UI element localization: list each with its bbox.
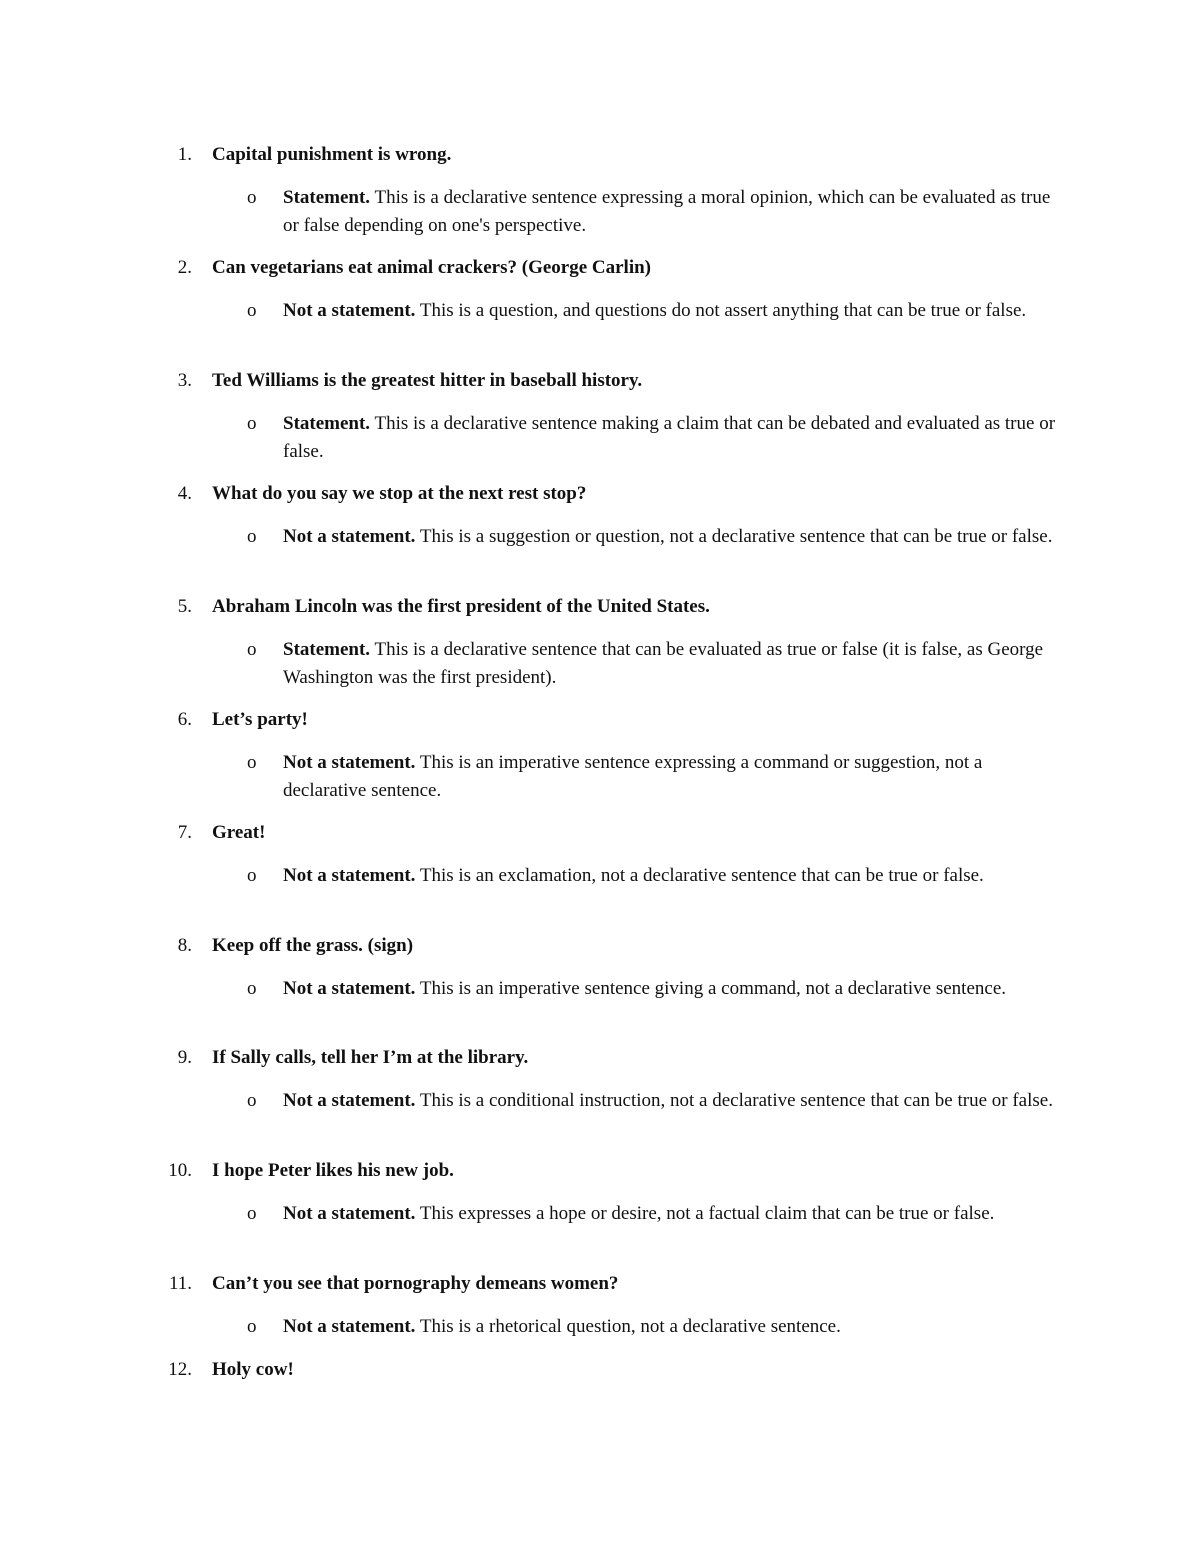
verdict: Not a statement. [283, 865, 416, 886]
question-text: Great! [212, 822, 266, 843]
verdict: Not a statement. [283, 752, 416, 773]
question-line [0, 480, 1200, 508]
item-number: 11. [168, 1273, 192, 1294]
answer-text [283, 749, 1063, 805]
verdict: Not a statement. [283, 1090, 416, 1111]
verdict: Not a statement. [283, 978, 416, 999]
question-text: If Sally calls, tell her I’m at the library. [212, 1047, 529, 1068]
explanation: This is a conditional instruction, not a declarative sentence that can be true or false. [419, 1090, 1053, 1111]
item-number: 4. [177, 483, 192, 504]
bullet-icon: o [247, 978, 257, 999]
question-line [0, 1044, 1200, 1072]
question-text: What do you say we stop at the next rest stop? [212, 483, 587, 504]
question-text: Can vegetarians eat animal crackers? (George Carlin) [212, 257, 652, 278]
bullet-icon: o [247, 1203, 257, 1224]
item-number: 9. [177, 1047, 192, 1068]
verdict: Not a statement. [283, 526, 416, 547]
bullet-icon: o [247, 526, 257, 547]
question-line [0, 1157, 1200, 1185]
bullet-icon: o [247, 300, 257, 321]
question-line [0, 932, 1200, 960]
question-text: Let’s party! [212, 709, 308, 730]
item-number: 10. [168, 1160, 192, 1181]
question-line [0, 254, 1200, 282]
answer-text [283, 1087, 1063, 1115]
question-line [0, 1356, 1200, 1384]
question-text: Keep off the grass. (sign) [212, 935, 414, 956]
item-number: 2. [177, 257, 192, 278]
question-text: Ted Williams is the greatest hitter in baseball history. [212, 370, 643, 391]
question-line [0, 706, 1200, 734]
verdict: Not a statement. [283, 1203, 416, 1224]
answer-text [283, 975, 1063, 1003]
question-text: Abraham Lincoln was the first president of the United States. [212, 596, 710, 617]
question-line [0, 367, 1200, 395]
answer-text [283, 410, 1063, 466]
question-text: Capital punishment is wrong. [212, 144, 452, 165]
bullet-icon: o [247, 187, 257, 208]
verdict: Statement. [283, 639, 371, 660]
question-line [0, 1270, 1200, 1298]
question-line [0, 141, 1200, 169]
verdict: Not a statement. [283, 300, 416, 321]
explanation: This is a declarative sentence expressing a moral opinion, which can be evaluated as true or false depending on one's perspective. [283, 187, 1051, 236]
answer-text [283, 1200, 1063, 1228]
item-number: 12. [168, 1359, 192, 1380]
question-text: I hope Peter likes his new job. [212, 1160, 454, 1181]
answer-text [283, 636, 1063, 692]
answer-text [283, 862, 1063, 890]
bullet-icon: o [247, 752, 257, 773]
question-line [0, 593, 1200, 621]
verdict: Statement. [283, 413, 371, 434]
item-number: 1. [177, 144, 192, 165]
item-number: 7. [177, 822, 192, 843]
bullet-icon: o [247, 639, 257, 660]
explanation: This expresses a hope or desire, not a factual claim that can be true or false. [419, 1203, 995, 1224]
explanation: This is a declarative sentence making a claim that can be debated and evaluated as true or false. [283, 413, 1056, 462]
item-number: 3. [177, 370, 192, 391]
item-number: 8. [177, 935, 192, 956]
answer-text [283, 523, 1063, 551]
explanation: This is an imperative sentence giving a command, not a declarative sentence. [419, 978, 1007, 999]
bullet-icon: o [247, 1090, 257, 1111]
question-text: Holy cow! [212, 1359, 294, 1380]
item-number: 6. [177, 709, 192, 730]
explanation: This is a declarative sentence that can be evaluated as true or false (it is false, as George Washington was the first president). [283, 639, 1044, 688]
explanation: This is a suggestion or question, not a declarative sentence that can be true or false. [419, 526, 1053, 547]
explanation: This is a question, and questions do not assert anything that can be true or false. [419, 300, 1027, 321]
explanation: This is an imperative sentence expressing a command or suggestion, not a declarative sentence. [283, 752, 983, 801]
answer-text [283, 1313, 1063, 1341]
item-number: 5. [177, 596, 192, 617]
bullet-icon: o [247, 413, 257, 434]
bullet-icon: o [247, 1316, 257, 1337]
question-line [0, 819, 1200, 847]
answer-text [283, 184, 1063, 240]
explanation: This is an exclamation, not a declarative sentence that can be true or false. [419, 865, 984, 886]
verdict: Statement. [283, 187, 371, 208]
answer-text [283, 297, 1063, 325]
verdict: Not a statement. [283, 1316, 416, 1337]
question-text: Can’t you see that pornography demeans women? [212, 1273, 619, 1294]
explanation: This is a rhetorical question, not a declarative sentence. [419, 1316, 841, 1337]
bullet-icon: o [247, 865, 257, 886]
